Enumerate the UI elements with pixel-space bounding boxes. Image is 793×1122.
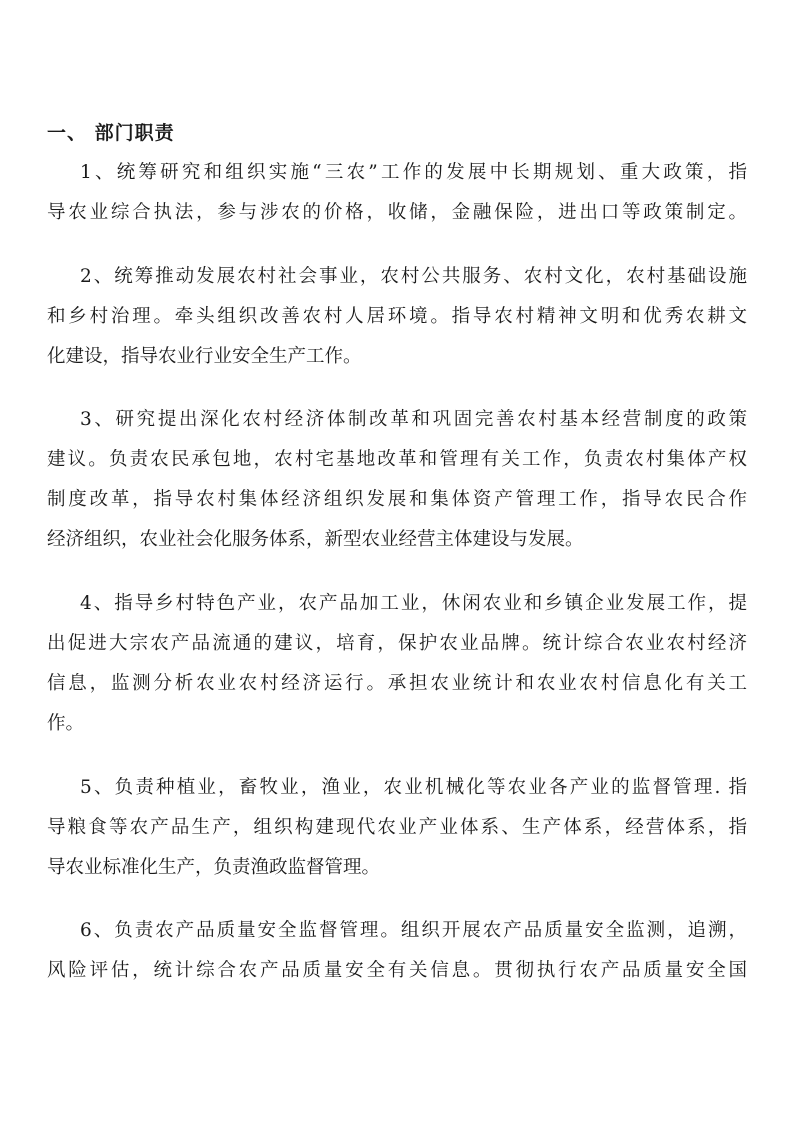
paragraph-4-line-2: 出促进大宗农产品流通的建议，培育，保护农业品牌。统计综合农业农村经济: [47, 633, 747, 654]
paragraph-5-line-1: 5、负责种植业，畜牧业，渔业，农业机械化等农业各产业的监督管理. 指: [80, 777, 747, 798]
paragraph-5-line-2: 导粮食等农产品生产，组织构建现代农业产业体系、生产体系，经营体系，指: [47, 817, 747, 838]
paragraph-6-line-2: 风险评估，统计综合农产品质量安全有关信息。贯彻执行农产品质量安全国: [47, 960, 747, 981]
paragraph-2-line-1: 2、统筹推动发展农村社会事业，农村公共服务、农村文化，农村基础设施: [80, 266, 747, 287]
paragraph-3-line-3: 制度改革，指导农村集体经济组织发展和集体资产管理工作，指导农民合作: [47, 489, 747, 510]
paragraph-1-line-1: 1、统筹研究和组织实施“三农”工作的发展中长期规划、重大政策，指: [80, 162, 747, 183]
paragraph-4-line-3: 信息，监测分析农业农村经济运行。承担农业统计和农业农村信息化有关工: [47, 673, 747, 694]
paragraph-1-line-2: 导农业综合执法，参与涉农的价格，收储，金融保险，进出口等政策制定。: [47, 202, 747, 223]
paragraph-2-line-3: 化建设，指导农业行业安全生产工作。: [47, 346, 362, 367]
paragraph-4-line-1: 4、指导乡村特色产业，农产品加工业，休闲农业和乡镇企业发展工作，提: [80, 593, 747, 614]
paragraph-5-line-3: 导农业标准化生产，负责渔政监督管理。: [47, 857, 381, 878]
paragraph-2-line-2: 和乡村治理。牵头组织改善农村人居环境。指导农村精神文明和优秀农耕文: [47, 306, 747, 327]
paragraph-6-line-1: 6、负责农产品质量安全监督管理。组织开展农产品质量安全监测，追溯，: [80, 920, 747, 941]
paragraph-3-line-1: 3、研究提出深化农村经济体制改革和巩固完善农村基本经营制度的政策: [80, 409, 747, 430]
section-heading: 一、 部门职责: [47, 122, 175, 144]
paragraph-4-line-4: 作。: [47, 713, 85, 734]
paragraph-3-line-4: 经济组织，农业社会化服务体系，新型农业经营主体建设与发展。: [47, 529, 584, 550]
paragraph-3-line-2: 建议。负责农民承包地，农村宅基地改革和管理有关工作，负责农村集体产权: [47, 449, 747, 470]
